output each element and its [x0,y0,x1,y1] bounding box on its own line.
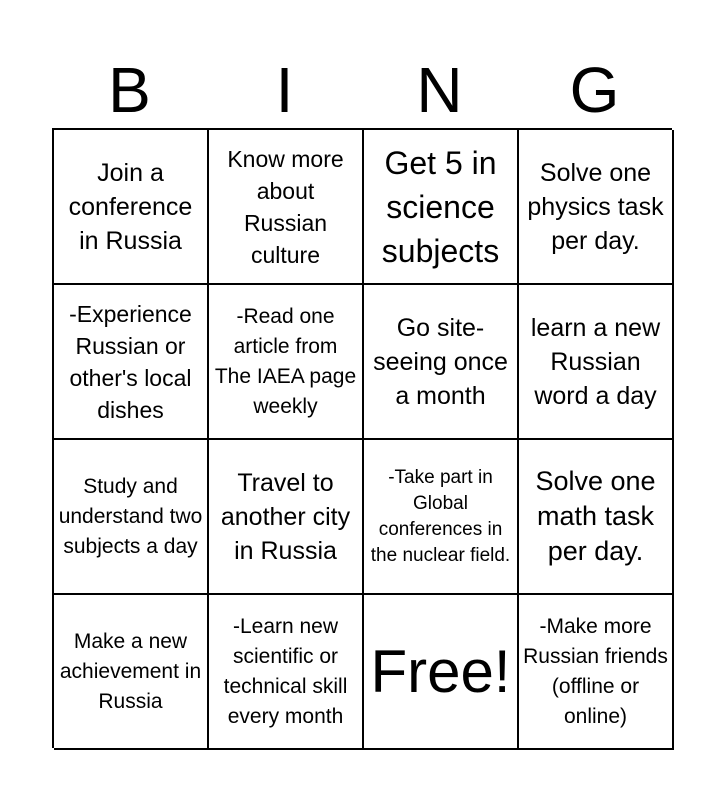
header-letter-b: B [108,54,151,126]
bingo-cell[interactable] [519,285,674,440]
header-letter-i: I [275,54,294,126]
cell-text: learn a new Russian word a day [530,313,661,410]
bingo-cell[interactable] [209,440,364,595]
bingo-cell[interactable] [54,440,209,595]
cell-text: -Make more Russian friends (offline or online) [523,614,668,728]
cell-text: -Take part in Global conferences in the nuclear field. [370,466,511,566]
bingo-cell[interactable] [209,130,364,285]
cell-text: -Experience Russian or other's local dishes [69,300,192,423]
header-letter-n: N [416,54,463,126]
cell-text: Know more about Russian culture [227,145,344,268]
cell-text: -Learn new scientific or technical skill every month [223,614,348,728]
bingo-cell[interactable] [519,130,674,285]
bingo-cell[interactable] [54,595,209,750]
bingo-header [52,52,672,128]
bingo-cell[interactable] [364,440,519,595]
free-space-text: Free! [370,637,511,705]
bingo-cell[interactable] [364,285,519,440]
bingo-cell[interactable] [209,595,364,750]
bingo-cell[interactable] [364,130,519,285]
bingo-cell[interactable] [519,595,674,750]
bingo-cell[interactable] [54,285,209,440]
cell-text: Travel to another city in Russia [220,468,351,565]
cell-text: Get 5 in science subjects [381,144,500,269]
bingo-cell[interactable] [54,130,209,285]
bingo-cell-free[interactable] [364,595,519,750]
cell-text: Solve one physics task per day. [527,158,664,255]
cell-text: Go site-seeing once a month [373,313,508,410]
cell-text: Solve one math task per day. [535,466,656,566]
bingo-cell[interactable] [519,440,674,595]
cell-text: Study and understand two subjects a day [58,474,203,558]
bingo-cell[interactable] [209,285,364,440]
cell-text: Make a new achievement in Russia [59,629,202,713]
bingo-grid [52,128,672,748]
cell-text: Join a conference in Russia [68,158,193,255]
header-letter-g: G [569,54,620,126]
cell-text: -Read one article from The IAEA page weekly [214,304,357,418]
